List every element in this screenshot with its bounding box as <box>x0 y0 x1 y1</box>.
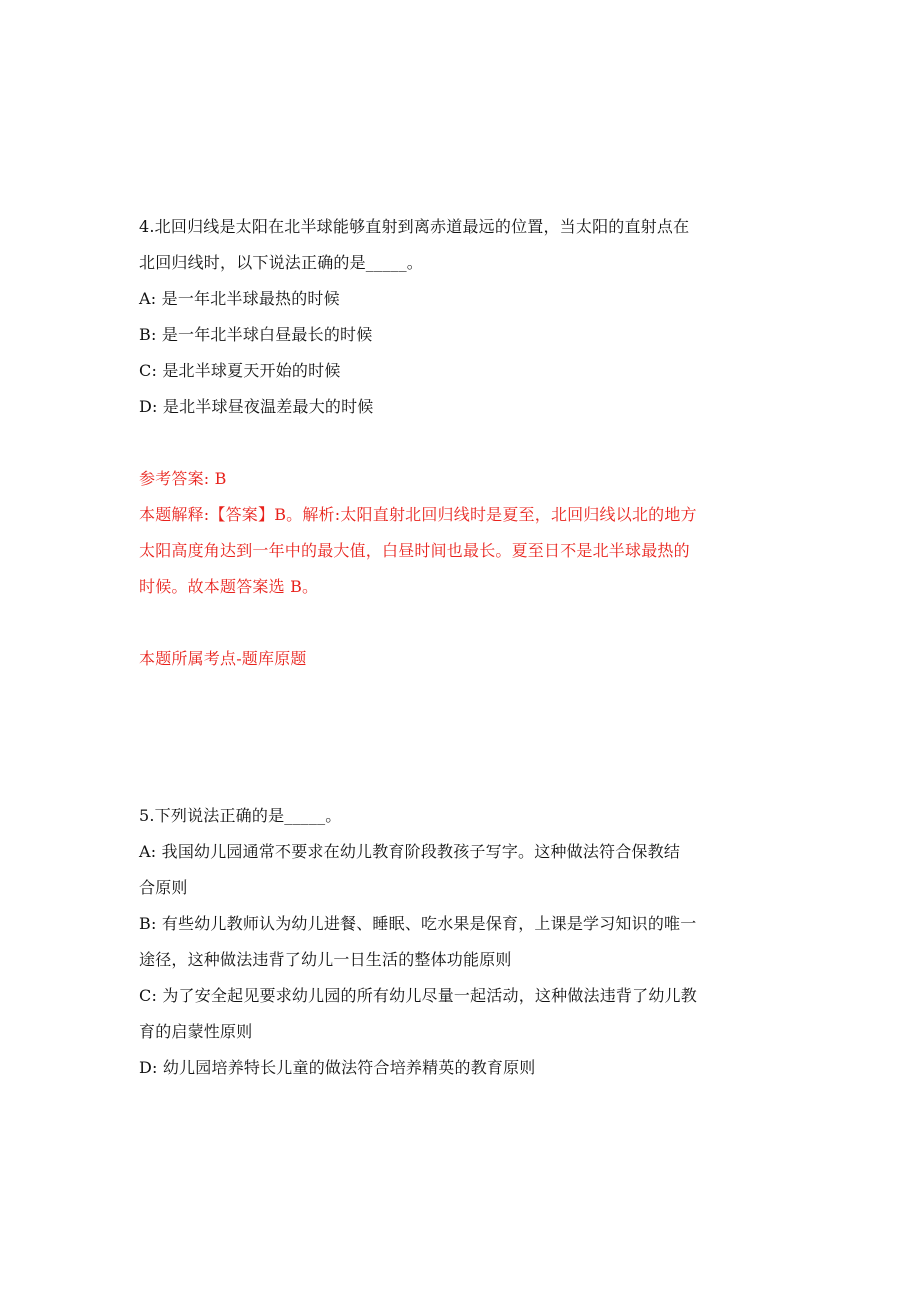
question-4-stem-line-1: 4.北回归线是太阳在北半球能够直射到离赤道最远的位置，当太阳的直射点在 <box>139 217 690 236</box>
question-5-option-b-line-2: 途径，这种做法违背了幼儿一日生活的整体功能原则 <box>139 950 512 969</box>
question-4-answer: 参考答案: B <box>139 469 227 488</box>
question-5-option-a-line-1: A: 我国幼儿园通常不要求在幼儿教育阶段教孩子写字。这种做法符合保教结 <box>139 842 681 861</box>
question-4-option-d: D: 是北半球昼夜温差最大的时候 <box>139 397 374 416</box>
question-4-topic: 本题所属考点-题库原题 <box>139 649 307 668</box>
question-4-option-b: B: 是一年北半球白昼最长的时候 <box>139 325 373 344</box>
question-4-option-a: A: 是一年北半球最热的时候 <box>139 289 340 308</box>
question-5-option-d: D: 幼儿园培养特长儿童的做法符合培养精英的教育原则 <box>139 1058 536 1077</box>
question-4-explanation-line-2: 太阳高度角达到一年中的最大值，白昼时间也最长。夏至日不是北半球最热的 <box>139 541 690 560</box>
question-4-explanation-line-3: 时候。故本题答案选 B。 <box>139 577 319 596</box>
question-4-explanation-line-1: 本题解释:【答案】B。解析:太阳直射北回归线时是夏至，北回归线以北的地方 <box>139 505 697 524</box>
question-5-option-a-line-2: 合原则 <box>139 878 188 897</box>
question-4-option-c: C: 是北半球夏天开始的时候 <box>139 361 341 380</box>
question-5-option-c-line-1: C: 为了安全起见要求幼儿园的所有幼儿尽量一起活动，这种做法违背了幼儿教 <box>139 986 697 1005</box>
question-5-stem: 5.下列说法正确的是_____。 <box>139 806 342 825</box>
question-5-option-c-line-2: 育的启蒙性原则 <box>139 1022 253 1041</box>
question-4-stem-line-2: 北回归线时，以下说法正确的是_____。 <box>139 253 424 272</box>
question-5-option-b-line-1: B: 有些幼儿教师认为幼儿进餐、睡眠、吃水果是保育，上课是学习知识的唯一 <box>139 914 697 933</box>
